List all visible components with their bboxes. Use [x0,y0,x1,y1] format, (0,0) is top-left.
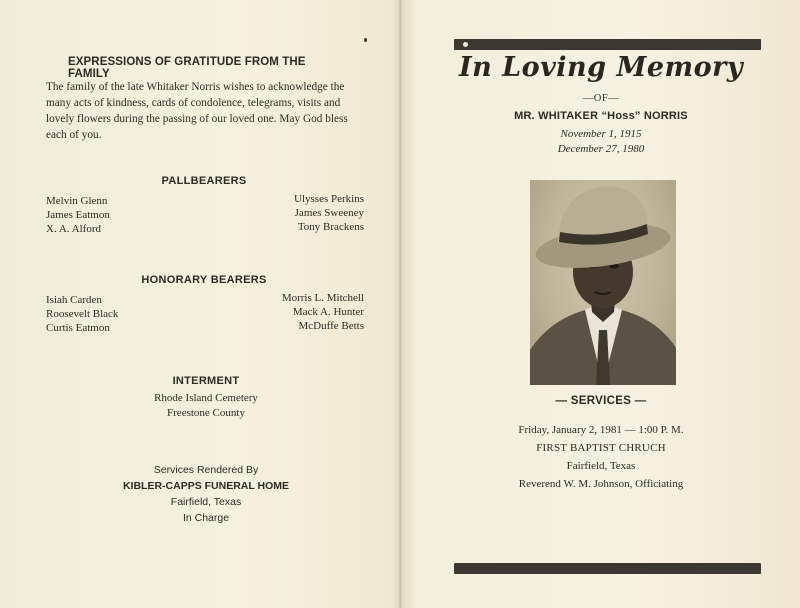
pallbearers-left-list [46,194,110,236]
funeral-home-name: KIBLER-CAPPS FUNERAL HOME [122,480,290,492]
bar-punch-mark [463,42,468,47]
top-border-bar [454,39,761,50]
pallbearer-name: Ulysses Perkins [294,193,364,205]
pallbearer-name: X. A. Alford [46,223,101,235]
county-name: Freestone County [167,407,245,419]
memory-heading: In Loving Memory [458,52,744,83]
church-name: FIRST BAPTIST CHRUCH [536,442,666,454]
pallbearer-name: James Eatmon [46,209,110,221]
honorary-bearer-name: Morris L. Mitchell [281,292,364,304]
interment-title: INTERMENT [172,375,240,387]
of-label: —OF— [582,93,620,104]
honorary-bearer-name: Isiah Carden [46,294,102,306]
ink-speck [364,38,367,42]
pallbearer-name: Tony Brackens [297,221,364,233]
officiant: Reverend W. M. Johnson, Officiating [518,478,684,490]
pallbearers-title: PALLBEARERS [161,175,247,187]
church-city: Fairfield, Texas [566,460,636,472]
gratitude-text: The family of the late Whitaker Norris wishes to acknowledge the many acts of kindness, cards of condolence, telegrams, visits and lovely flowers during the passing of our loved one. May God bless each of you. [46,81,348,141]
portrait-photo [530,180,676,385]
pallbearer-name: James Sweeney [294,207,364,219]
pallbearers-right-list [264,192,364,234]
honorary-bearers-title: HONORARY BEARERS [141,274,267,286]
funeral-home-city: Fairfield, Texas [170,496,242,508]
honorary-bearer-name: Curtis Eatmon [46,322,110,334]
service-date-time: Friday, January 2, 1981 — 1:00 P. M. [518,424,684,436]
in-charge-label: In Charge [182,512,230,524]
services-rendered-label: Services Rendered By [153,464,259,476]
honorary-bearer-name: McDuffe Betts [298,320,364,332]
honorary-bearers-right-list [254,291,364,333]
honorary-bearers-left-list [46,293,118,335]
services-title: — SERVICES — [555,395,647,407]
pallbearer-name: Melvin Glenn [46,195,108,207]
honorary-bearer-name: Roosevelt Black [46,308,119,320]
right-page [402,0,800,608]
birth-date: November 1, 1915 [560,128,642,140]
portrait-illustration [530,180,676,385]
honorary-bearer-name: Mack A. Hunter [292,306,364,318]
cemetery-name: Rhode Island Cemetery [154,392,258,404]
bottom-border-bar [454,563,761,574]
death-date: December 27, 1980 [557,143,645,155]
deceased-name: MR. WHITAKER “Hoss” NORRIS [514,110,688,122]
gratitude-title: EXPRESSIONS OF GRATITUDE FROM THE FAMILY [68,56,306,80]
